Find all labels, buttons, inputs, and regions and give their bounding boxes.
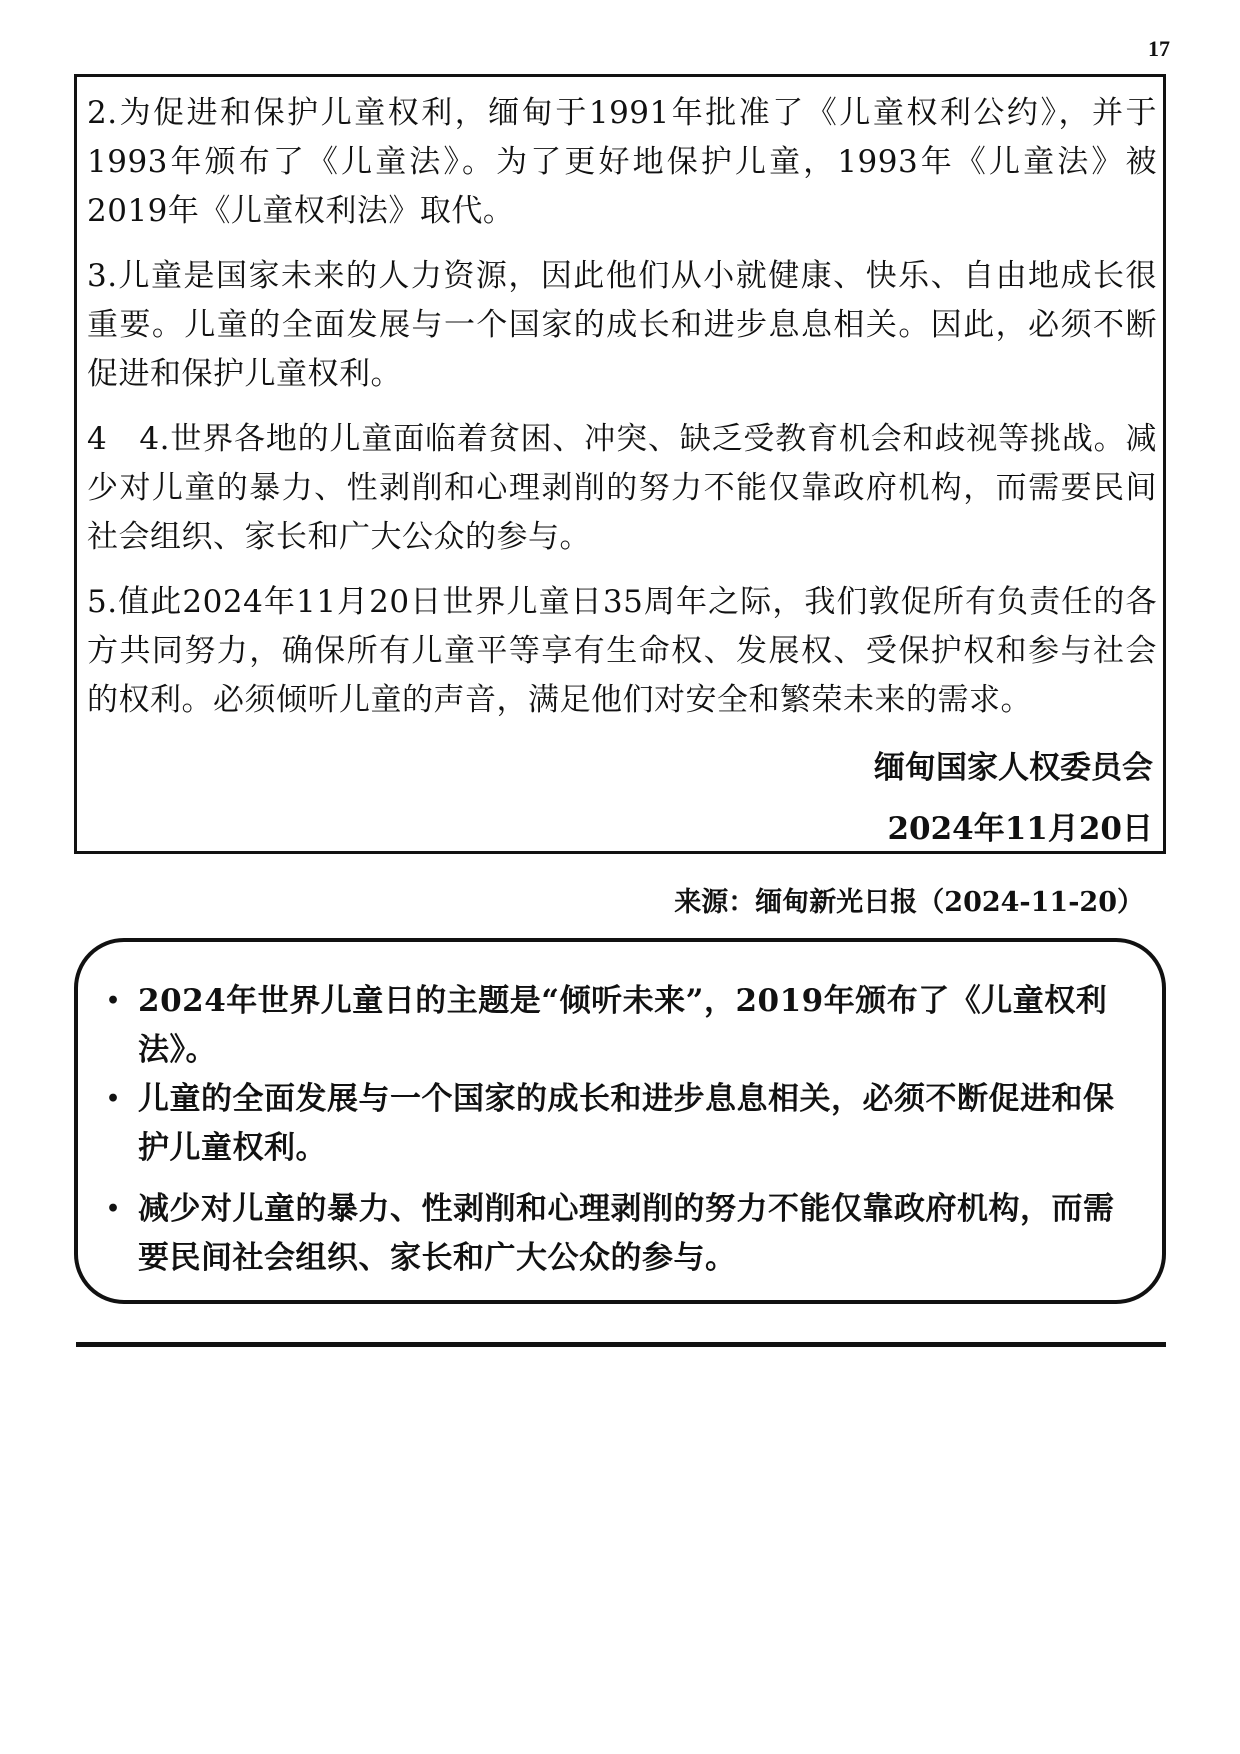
statement-paragraph-3: 3.儿童是国家未来的人力资源，因此他们从小就健康、快乐、自由地成长很重要。儿童的全面发展与一个国家的成长和进步息息相关。因此，必须不断促进和保护儿童权利。: [87, 258, 1157, 392]
bottom-divider: [76, 1342, 1166, 1347]
statement-paragraph-4: 4 4.世界各地的儿童面临着贫困、冲突、缺乏受教育机会和歧视等挑战。减少对儿童的暴力、性剥削和心理剥削的努力不能仅靠政府机构，而需要民间社会组织、家长和广大公众的参与。: [87, 421, 1157, 555]
summary-box: [74, 938, 1166, 1304]
page-number: 17: [1148, 36, 1170, 61]
statement-paragraph-2: 2.为促进和保护儿童权利，缅甸于1991年批准了《儿童权利公约》，并于1993年颁布了《儿童法》。为了更好地保护儿童，1993年《儿童法》被2019年《儿童权利法》取代。: [87, 95, 1157, 229]
statement-paragraph-5: 5.值此2024年11月20日世界儿童日35周年之际，我们敦促所有负责任的各方共同努力，确保所有儿童平等享有生命权、发展权、受保护权和参与社会的权利。必须倾听儿童的声音，满足他们对安全和繁荣未来的需求。: [87, 584, 1157, 718]
source-citation: 来源：缅甸新光日报（2024-11-20）: [674, 887, 1144, 918]
bullet-icon: •: [106, 1196, 121, 1222]
summary-item: [102, 1185, 1132, 1283]
summary-item-text: 儿童的全面发展与一个国家的成长和进步息息相关，必须不断促进和保护儿童权利。: [138, 1081, 1115, 1166]
bullet-icon: •: [106, 988, 121, 1014]
signature-date: 2024年11月20日: [887, 811, 1153, 847]
summary-item-text: 2024年世界儿童日的主题是“倾听未来”，2019年颁布了《儿童权利法》。: [138, 983, 1108, 1068]
summary-item-text: 减少对儿童的暴力、性剥削和心理剥削的努力不能仅靠政府机构，而需要民间社会组织、家长和广大公众的参与。: [138, 1191, 1115, 1276]
summary-item: [102, 977, 1132, 1075]
summary-item: [102, 1075, 1132, 1173]
statement-box: [74, 74, 1166, 854]
bullet-icon: •: [106, 1086, 121, 1112]
signature-organization: 缅甸国家人权委员会: [874, 750, 1153, 786]
